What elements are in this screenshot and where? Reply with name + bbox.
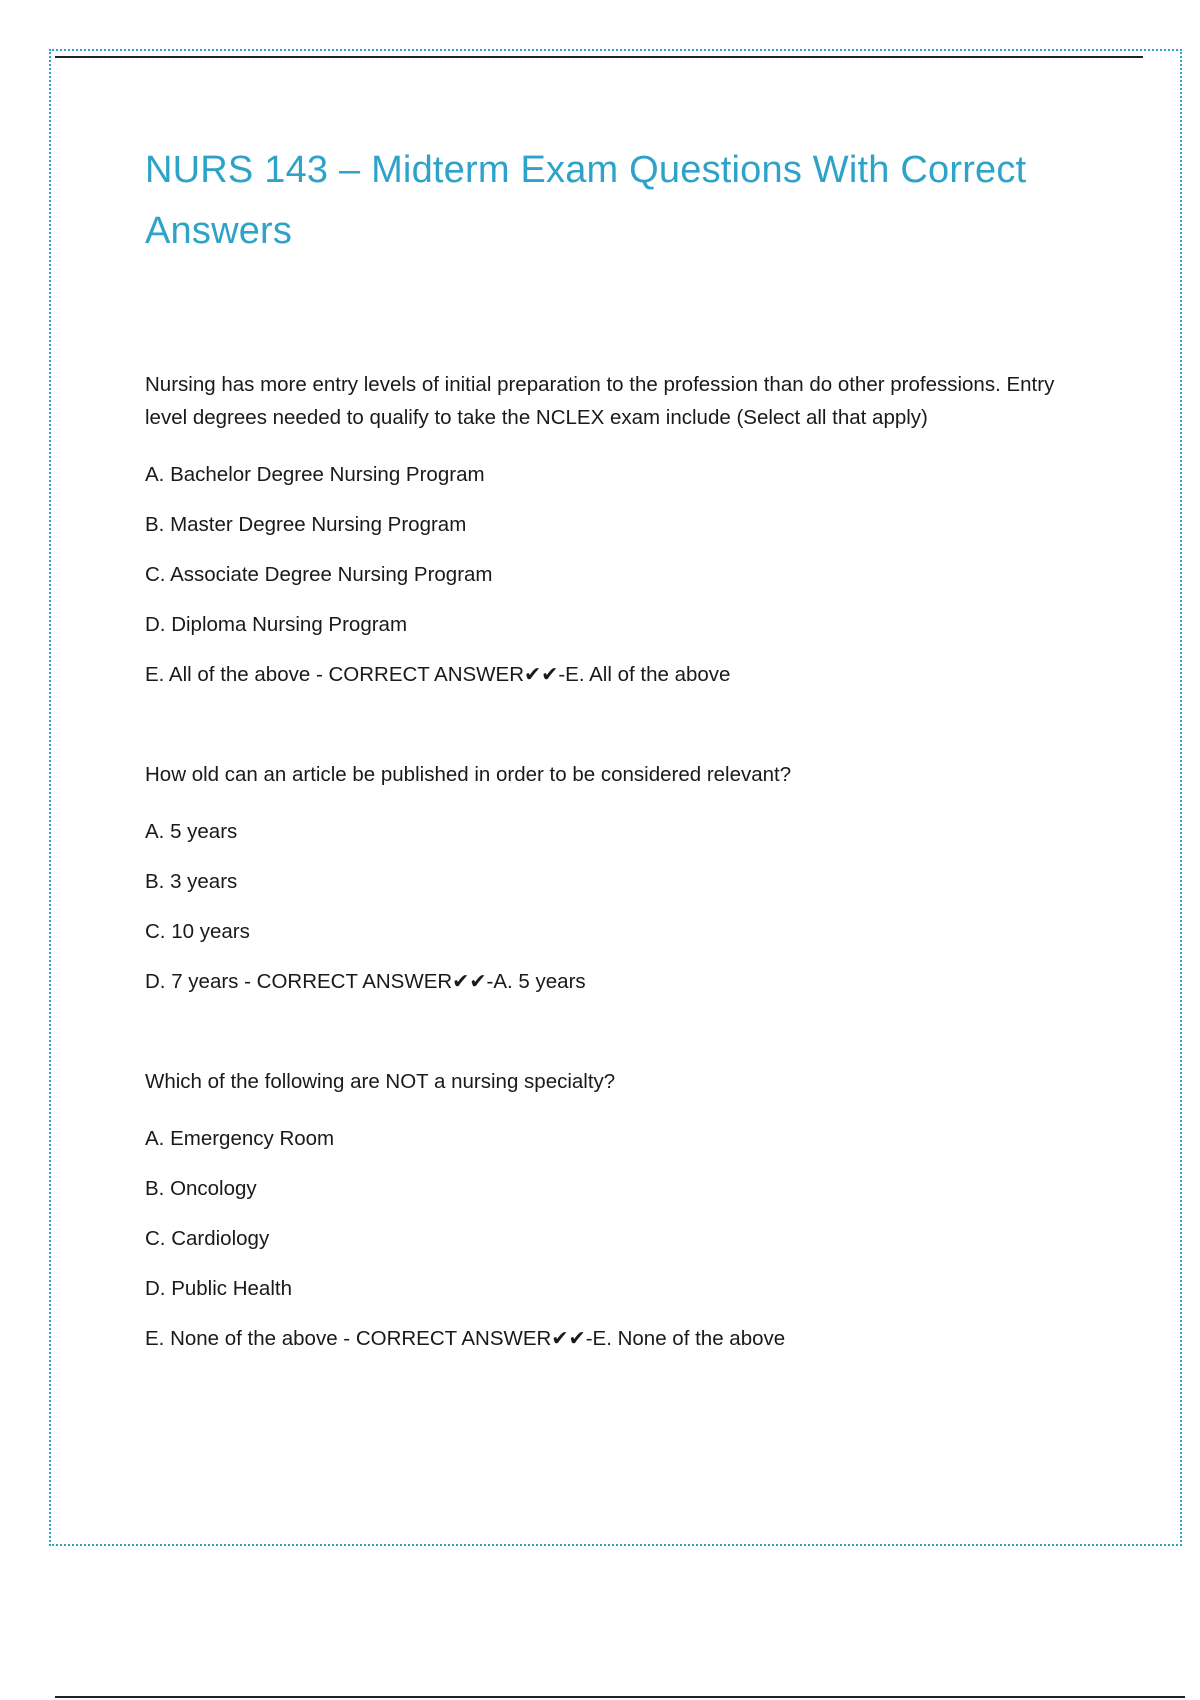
option-b: B. Master Degree Nursing Program bbox=[145, 513, 467, 536]
question-text: How old can an article be published in order to be considered relevant? bbox=[145, 763, 792, 786]
document-content bbox=[145, 140, 1095, 1364]
question-2 bbox=[145, 758, 1095, 1007]
option-e-answer: E. All of the above - CORRECT ANSWER✔✔-E. All of the above bbox=[145, 663, 731, 686]
option-d-answer: D. 7 years - CORRECT ANSWER✔✔-A. 5 years bbox=[145, 970, 586, 993]
document-title: NURS 143 – Midterm Exam Questions With Correct Answers bbox=[145, 149, 1027, 252]
option-e-answer: E. None of the above - CORRECT ANSWER✔✔-E. None of the above bbox=[145, 1327, 786, 1350]
option-c: C. Associate Degree Nursing Program bbox=[145, 563, 493, 586]
option-b: B. Oncology bbox=[145, 1177, 257, 1200]
option-c: C. 10 years bbox=[145, 920, 250, 943]
option-c: C. Cardiology bbox=[145, 1227, 270, 1250]
option-d: D. Public Health bbox=[145, 1277, 292, 1300]
question-text: Nursing has more entry levels of initial preparation to the profession than do other professions. Entry level degrees needed to qualify to take the NCLEX exam include (Select all that apply) bbox=[145, 373, 1055, 429]
option-a: A. 5 years bbox=[145, 820, 238, 843]
question-1 bbox=[145, 368, 1095, 700]
bottom-rule bbox=[55, 1696, 1185, 1698]
question-3 bbox=[145, 1065, 1095, 1364]
option-a: A. Emergency Room bbox=[145, 1127, 335, 1150]
question-text: Which of the following are NOT a nursing specialty? bbox=[145, 1070, 616, 1093]
option-b: B. 3 years bbox=[145, 870, 238, 893]
option-a: A. Bachelor Degree Nursing Program bbox=[145, 463, 485, 486]
option-d: D. Diploma Nursing Program bbox=[145, 613, 408, 636]
